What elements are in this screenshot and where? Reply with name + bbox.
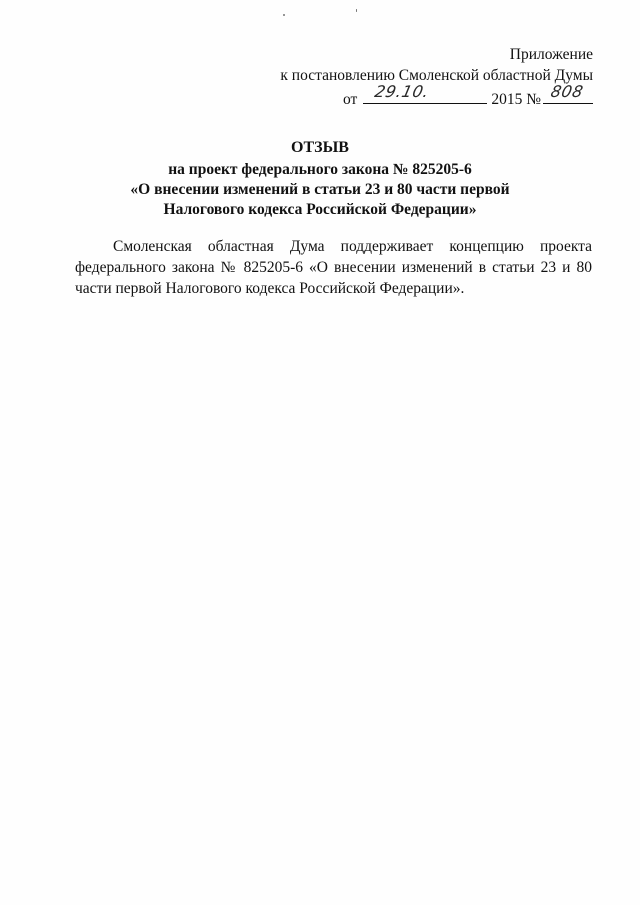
heading-line-1: на проект федерального закона № 825205-6 xyxy=(168,161,472,178)
scan-speck xyxy=(356,9,357,12)
date-prefix: от xyxy=(343,91,358,108)
document-title: ОТЗЫВ xyxy=(291,139,349,156)
handwritten-number: 808 xyxy=(548,82,586,101)
scan-speck xyxy=(283,14,285,16)
date-blank xyxy=(363,82,487,104)
document-heading xyxy=(60,138,580,220)
appendix-date-line xyxy=(280,82,593,110)
number-blank xyxy=(543,82,593,104)
document-body xyxy=(75,236,592,299)
appendix-block xyxy=(280,44,593,110)
heading-line-3: Налогового кодекса Российской Федерации» xyxy=(163,201,477,218)
appendix-reference: к постановлению Смоленской областной Думы xyxy=(280,67,593,84)
heading-line-2: «О внесении изменений в статьи 23 и 80 части первой xyxy=(130,181,510,198)
appendix-title: Приложение xyxy=(509,46,593,63)
body-paragraph: Смоленская областная Дума поддерживает концепцию проекта федерального закона № 825205-6 «О внесении изменений в статьи 23 и 80 части первой Налогового кодекса Российской Федерации». xyxy=(75,238,592,297)
year-number-label: 2015 № xyxy=(491,91,541,108)
handwritten-date: 29.10. xyxy=(373,82,432,101)
